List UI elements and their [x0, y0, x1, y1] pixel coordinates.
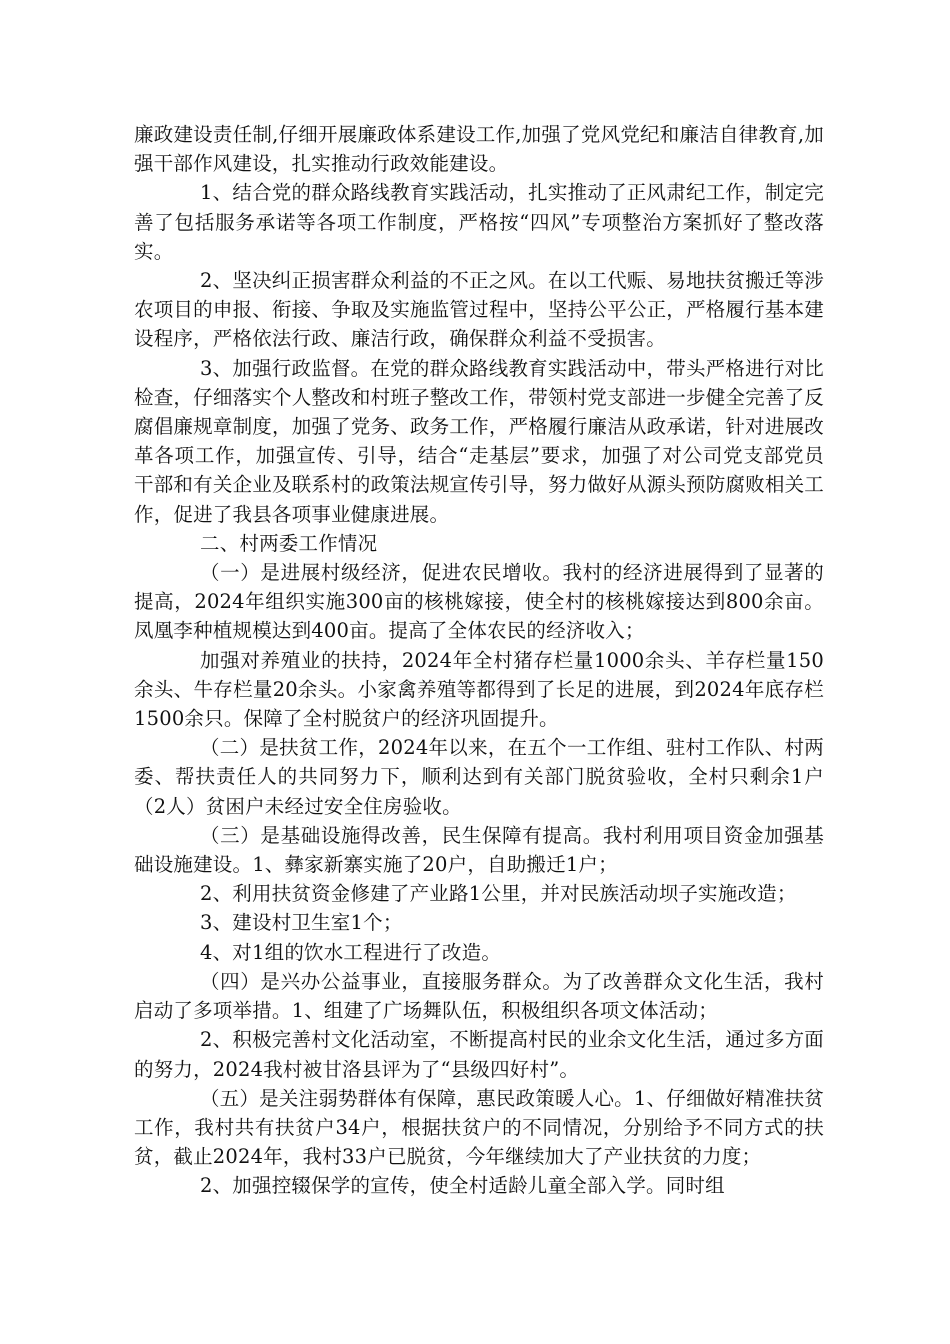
paragraph-13: 2、积极完善村文化活动室，不断提高村民的业余文化生活，通过多方面的努力，2024我村被甘洛县评为了“县级四好村”。 [134, 1028, 824, 1081]
paragraph-3: 3、加强行政监督。在党的群众路线教育实践活动中，带头严格进行对比检查，仔细落实个人整改和村班子整改工作，带领村党支部进一步健全完善了反腐倡廉规章制度，加强了党务、政务工作，严格履行廉洁从政承诺，针对进展改革各项工作，加强宣传、引导，结合“走基层”要求，加强了对公司党支部党员干部和有关企业及联系村的政策法规宣传引导，努力做好从源头预防腐败相关工作，促进了我县各项事业健康进展。 [134, 356, 824, 526]
paragraph-15: 2、加强控辍保学的宣传，使全村适龄儿童全部入学。同时组 [200, 1174, 725, 1198]
paragraph-7: （二）是扶贫工作，2024年以来，在五个一工作组、驻村工作队、村两委、帮扶责任人的共同努力下，顺利达到有关部门脱贫验收，全村只剩余1户（2人）贫困户未经过安全住房验收。 [134, 736, 824, 818]
paragraph-1: 1、结合党的群众路线教育实践活动，扎实推动了正风肃纪工作，制定完善了包括服务承诺等各项工作制度，严格按“四风”专项整治方案抓好了整改落实。 [134, 181, 824, 263]
paragraph-11: 4、对1组的饮水工程进行了改造。 [200, 940, 502, 964]
paragraph-14: （五）是关注弱势群体有保障，惠民政策暖人心。1、仔细做好精准扶贫工作，我村共有扶贫户34户，根据扶贫户的不同情况，分别给予不同方式的扶贫，截止2024年，我村33户已脱贫，今年继续加大了产业扶贫的力度； [134, 1086, 824, 1169]
paragraph-5: （一）是进展村级经济，促进农民增收。我村的经济进展得到了显著的提高，2024年组织实施300亩的核桃嫁接，使全村的核桃嫁接达到800余亩。凤凰李种植规模达到400亩。提高了全体农民的经济收入； [134, 561, 824, 643]
paragraph-6: 加强对养殖业的扶持，2024年全村猪存栏量1000余头、羊存栏量150余头、牛存栏量20余头。小家禽养殖等都得到了长足的进展，到2024年底存栏1500余只。保障了全村脱贫户的经济巩固提升。 [134, 648, 824, 731]
paragraph-10: 3、建设村卫生室1个； [200, 911, 403, 935]
section-heading: 二、村两委工作情况 [200, 531, 378, 555]
paragraph-12: （四）是兴办公益事业，直接服务群众。为了改善群众文化生活，我村启动了多项举措。1、组建了广场舞队伍，积极组织各项文体活动； [134, 969, 824, 1023]
document-page [134, 120, 824, 1201]
paragraph-2: 2、坚决纠正损害群众利益的不正之风。在以工代赈、易地扶贫搬迁等涉农项目的申报、衔接、争取及实施监管过程中，坚持公平公正，严格履行基本建设程序，严格依法行政、廉洁行政，确保群众利益不受损害。 [134, 269, 824, 351]
paragraph-8: （三）是基础设施得改善，民生保障有提高。我村利用项目资金加强基础设施建设。1、彝家新寨实施了20户，自助搬迁1户； [134, 823, 824, 877]
paragraph-0: 廉政建设责任制,仔细开展廉政体系建设工作,加强了党风党纪和廉洁自律教育,加强干部作风建设，扎实推动行政效能建设。 [134, 123, 824, 176]
paragraph-9: 2、利用扶贫资金修建了产业路1公里，并对民族活动坝子实施改造； [200, 882, 797, 906]
